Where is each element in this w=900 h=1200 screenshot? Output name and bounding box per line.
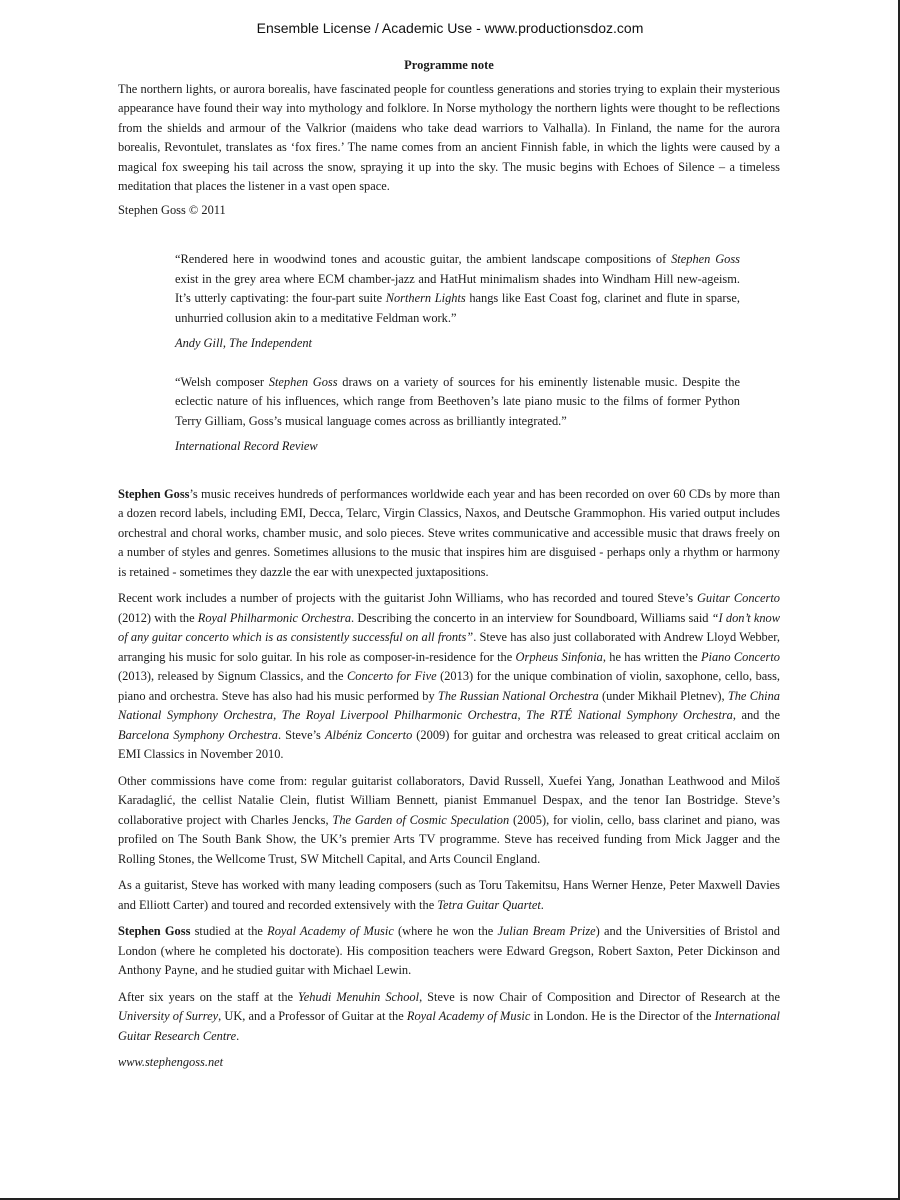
programme-note-title: Programme note	[404, 58, 494, 72]
website-link[interactable]: www.stephengoss.net	[118, 1055, 224, 1069]
quote-citation: Andy Gill, The Independent	[175, 336, 312, 350]
programme-note-text: The northern lights, or aurora borealis, have fascinated people for countless generations and stories trying to explain their mysterious appearance have found their way into mythology and folklore. In Norse mythology the northern lights were thought to be reflections from the shields and armour of the Valkrior (maidens who take dead warriors to Valhalla). In Finland, the name for the aurora borealis, Revontulet, translates as ‘fox fires.’ The name comes from an ancient Finnish fable, in which the lights were caused by a magical fox sweeping his tail across the snow, spraying it up into the sky. The music begins with Echoes of Silence – a timeless meditation that places the listener in a vast open space.	[118, 81, 780, 193]
document-body	[118, 56, 780, 1073]
bio-paragraph-2: Recent work includes a number of projects with the guitarist John Williams, who has recorded and toured Steve’s Guitar Concerto (2012) with the Royal Philharmonic Orchestra. Describing the concerto in an interview for Soundboard, Williams said “I don’t know of any guitar concerto which is as consistently successful on all fronts”. Steve has also just collaborated with Andrew Lloyd Webber, arranging his music for solo guitar. In his role as composer-in-residence for the Orpheus Sinfonia, he has written the Piano Concerto (2013), released by Signum Classics, and the Concerto for Five (2013) for the unique combination of violin, saxophone, cello, bass, piano and orchestra. Steve has also had his music performed by The Russian National Orchestra (under Mikhail Pletnev), The China National Symphony Orchestra, The Royal Liverpool Philharmonic Orchestra, The RTÉ National Symphony Orchestra, and the Barcelona Symphony Orchestra. Steve’s Albéniz Concerto (2009) for guitar and orchestra was released to great critical acclaim on EMI Classics in November 2010.	[118, 591, 781, 761]
license-header: Ensemble License / Academic Use - www.productionsdoz.com	[256, 20, 644, 36]
quote-citation: International Record Review	[175, 439, 318, 453]
bio-paragraph-3: Other commissions have come from: regular guitarist collaborators, David Russell, Xuefei Yang, Jonathan Leathwood and Miloš Karadaglić, the cellist Natalie Clein, flutist William Bennett, pianist Emmanuel Despax, and the tenor Ian Bostridge. Steve’s collaborative project with Charles Jencks, The Garden of Cosmic Speculation (2005), for violin, cello, bass clarinet and piano, was profiled on The South Bank Show, the UK’s premier Arts TV programme. Steve has received funding from Mick Jagger and the Rolling Stones, the Wellcome Trust, SW Mitchell Capital, and Arts Council England.	[118, 773, 780, 866]
review-quote-independent	[175, 250, 740, 354]
bio-paragraph-5: Stephen Goss studied at the Royal Academy of Music (where he won the Julian Bream Prize) and the Universities of Bristol and London (where he completed his doctorate). His composition teachers were Edward Gregson, Robert Saxton, Peter Dickinson and Anthony Payne, and he studied guitar with Michael Lewin.	[118, 924, 780, 977]
quote-text: “Welsh composer Stephen Goss draws on a variety of sources for his eminently listenable music. Despite the eclectic nature of his influences, which range from Beethoven’s late piano music to the films of former Python Terry Gilliam, Goss’s musical language comes across as brilliantly integrated.”	[175, 374, 741, 428]
bio-paragraph-6: After six years on the staff at the Yehudi Menuhin School, Steve is now Chair of Composition and Director of Research at the University of Surrey, UK, and a Professor of Guitar at the Royal Academy of Music in London. He is the Director of the International Guitar Research Centre.	[118, 989, 780, 1043]
programme-note-signature: Stephen Goss © 2011	[118, 202, 226, 217]
bio-paragraph-1: Stephen Goss’s music receives hundreds of performances worldwide each year and has been recorded on over 60 CDs by more than a dozen record labels, including EMI, Decca, Telarc, Virgin Classics, Naxos, and Deutsche Grammophon. His varied output includes orchestral and choral works, chamber music, and solo pieces. Steve writes communicative and accessible music that draws freely on a number of styles and genres. Sometimes allusions to the music that inspires him are disguised - perhaps only a rhythm or harmony is retained - sometimes they dazzle the ear with unexpected juxtapositions.	[118, 486, 781, 579]
review-quote-irr	[175, 373, 740, 457]
quote-text: “Rendered here in woodwind tones and acoustic guitar, the ambient landscape compositions of Stephen Goss exist in the grey area where ECM chamber-jazz and HatHut minimalism shades into Windham Hill new-ageism. It’s utterly captivating: the four-part suite Northern Lights hangs like East Coast fog, clarinet and flute in sparse, unhurried collusion akin to a meditative Feldman work.”	[175, 252, 740, 325]
bio-paragraph-4: As a guitarist, Steve has worked with many leading composers (such as Toru Takemitsu, Hans Werner Henze, Peter Maxwell Davies and Elliott Carter) and toured and recorded extensively with the Tetra Guitar Quartet.	[118, 878, 780, 912]
